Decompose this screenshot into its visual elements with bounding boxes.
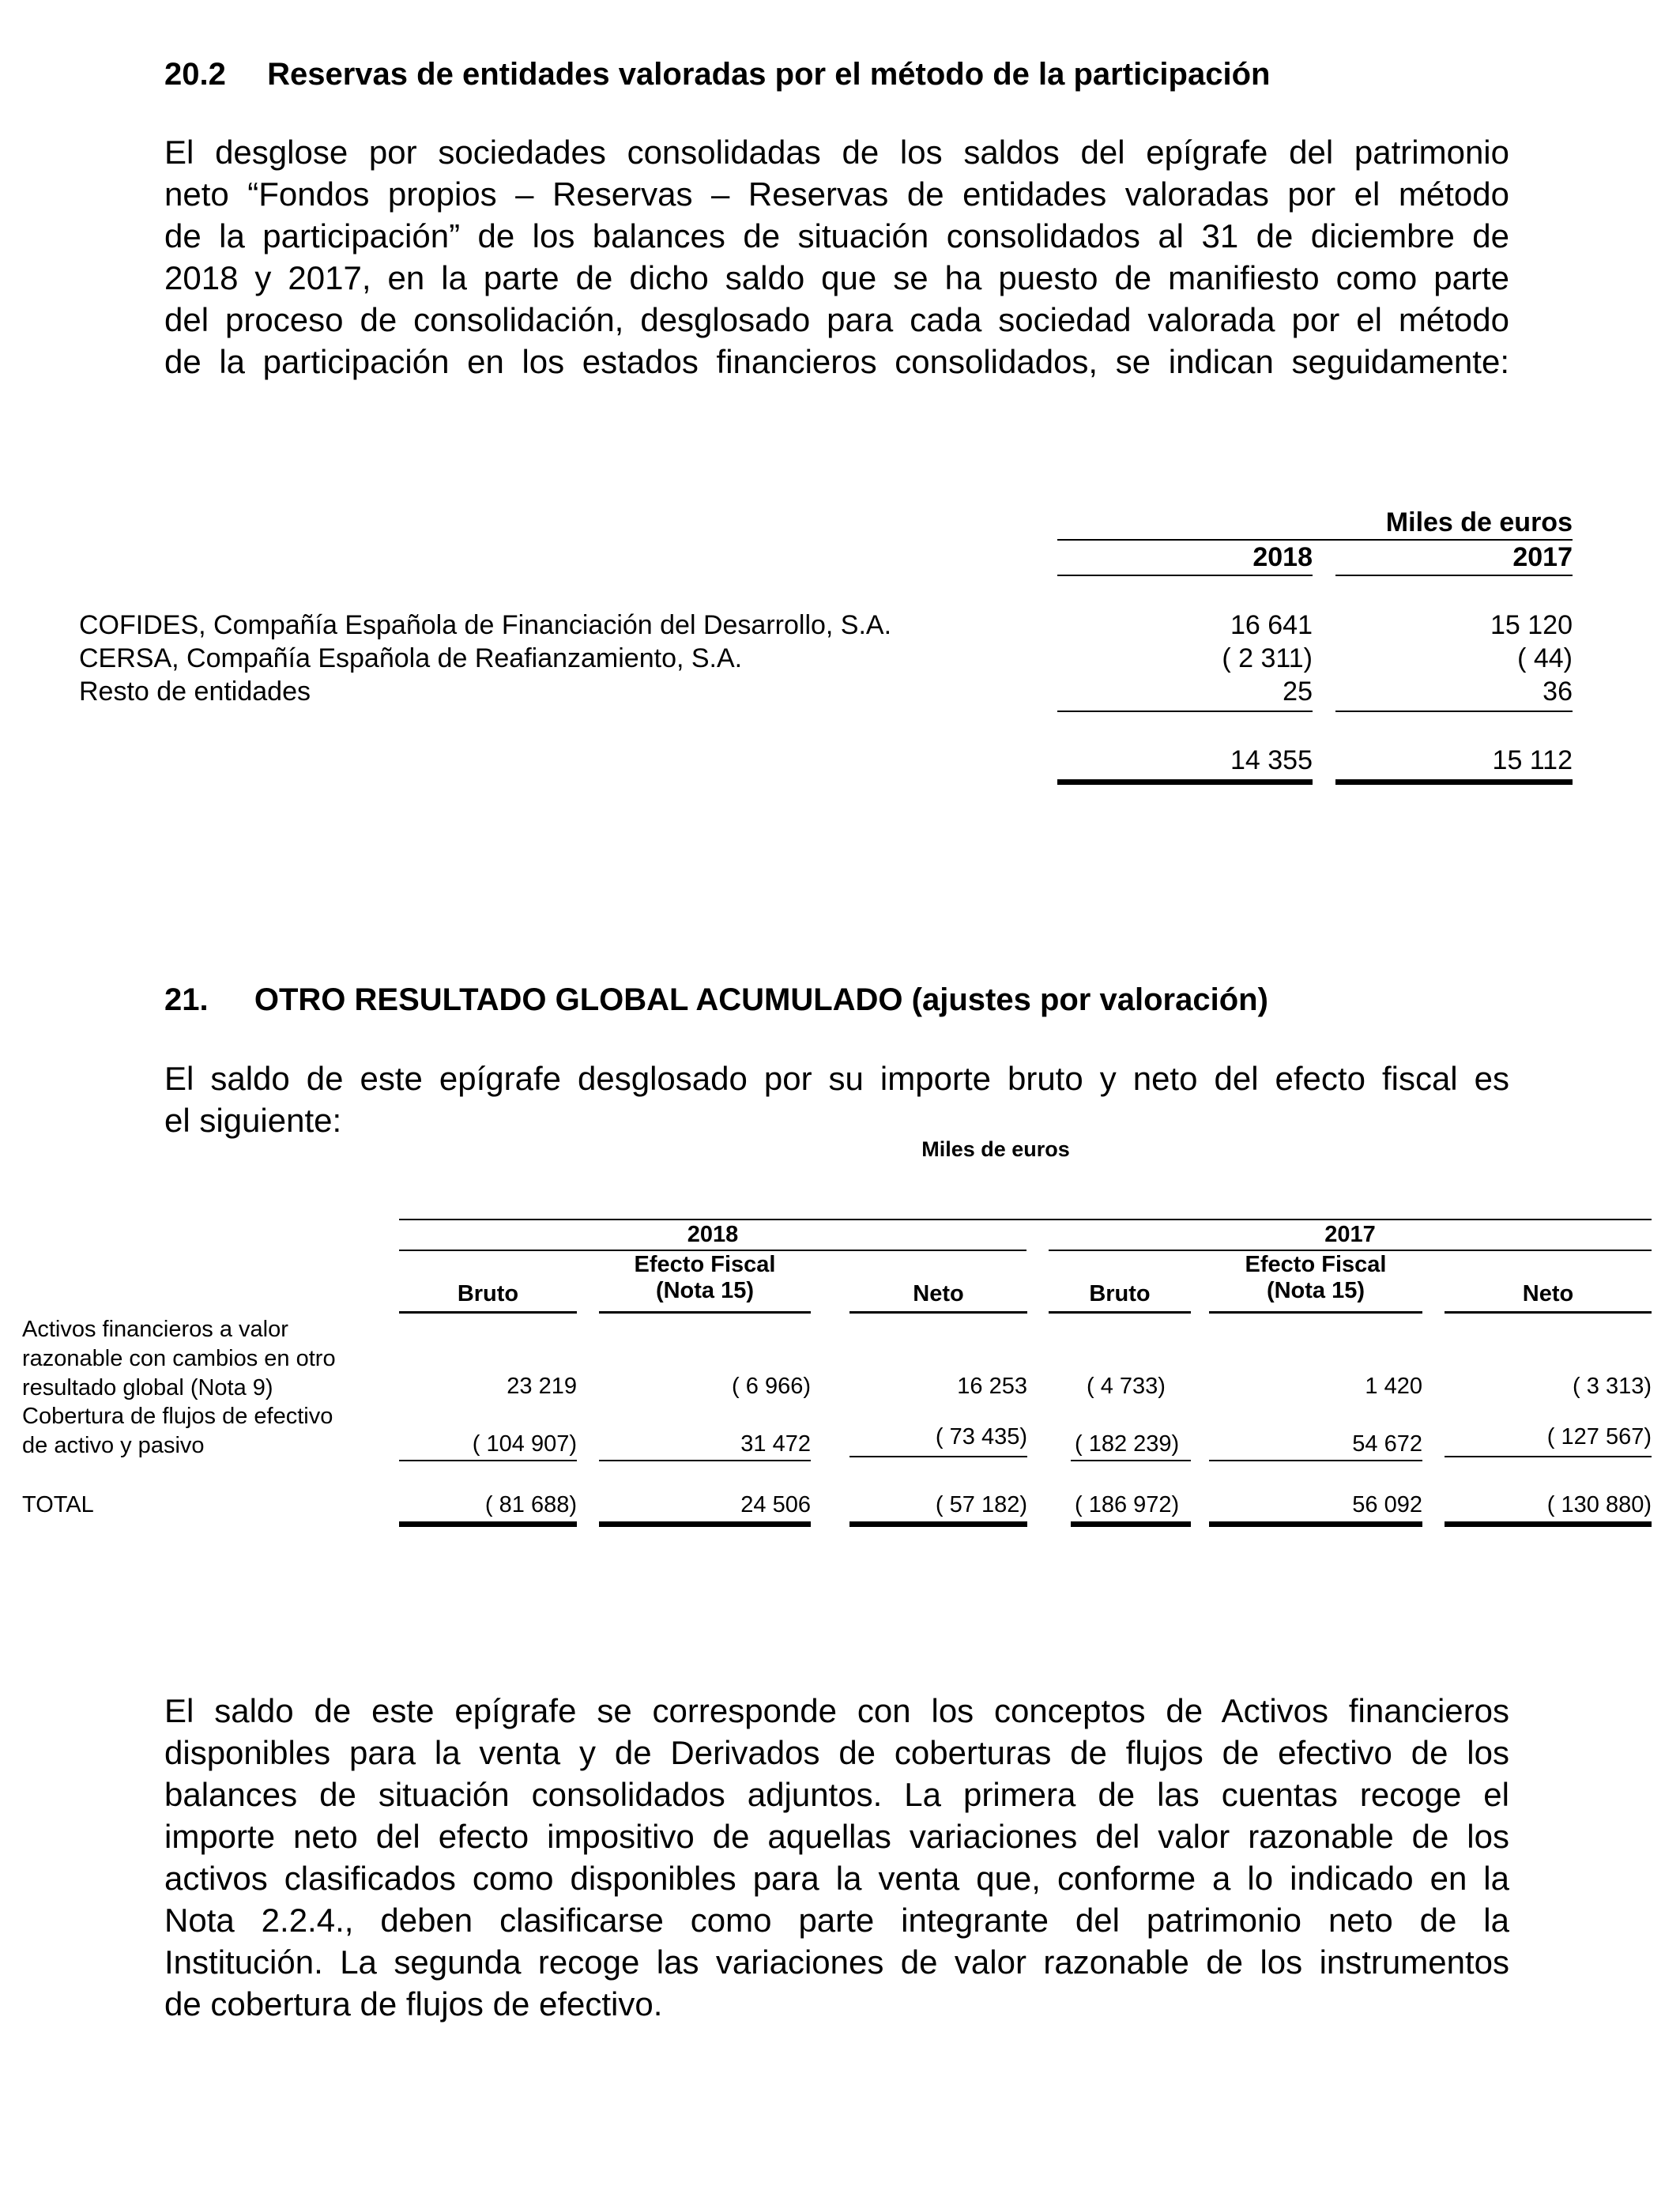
paragraph-line: disponibles para la venta y de Derivados de coberturas de flujos de efectivo de los [164,1734,1509,1771]
heading-number: 20.2 [164,57,226,92]
column-header-2017: 2017 [1512,542,1573,572]
table-row-label: CERSA, Compañía Española de Reafianzamiento, S.A. [79,643,743,673]
section-21-closing-paragraph [164,1690,1509,2025]
subtotal-rule [1445,1456,1652,1457]
table-cell: ( 4 733) [1087,1374,1166,1399]
paragraph-line: activos clasificados como disponibles para la venta que, conforme a lo indicado en la [164,1860,1509,1897]
table-row-label [22,1315,336,1403]
column-header-efecto-line2: (Nota 15) [655,1278,755,1303]
column-underline [399,1311,577,1314]
table-units-label: Miles de euros [921,1137,1070,1161]
row-label-line: Activos financieros a valor [22,1317,288,1342]
table-cell: 1 420 [1365,1374,1422,1399]
table-top-rule [399,1219,1652,1220]
year-rule [1049,1250,1652,1251]
column-underline [1057,575,1313,576]
table-total-cell: ( 81 688) [484,1492,577,1517]
row-label-line: Cobertura de flujos de efectivo [22,1404,333,1429]
paragraph-line: el siguiente: [164,1102,342,1139]
row-label-line: razonable con cambios en otro [22,1346,336,1371]
table-cell: 54 672 [1352,1431,1422,1457]
column-header-neto: Neto [1522,1281,1574,1306]
total-double-rule [399,1521,577,1527]
row-label-line: resultado global (Nota 9) [22,1375,273,1400]
table-cell: 36 [1543,677,1573,707]
table-row-label: COFIDES, Compañía Española de Financiación del Desarrollo, S.A. [79,610,892,640]
column-header-neto: Neto [913,1281,964,1306]
heading-title: OTRO RESULTADO GLOBAL ACUMULADO (ajustes por valoración) [254,982,1268,1017]
subtotal-rule [1071,1460,1191,1461]
column-underline [1445,1311,1652,1314]
section-20-2-heading [164,57,1270,92]
table-header-rule [1057,539,1573,541]
paragraph-line: de cobertura de flujos de efectivo. [164,1985,663,2022]
paragraph-line: importe neto del efecto impositivo de aquellas variaciones del valor razonable de los [164,1818,1509,1855]
column-header-bruto: Bruto [457,1281,519,1306]
table-cell: 23 219 [507,1374,577,1399]
table-cell: ( 73 435) [935,1424,1027,1449]
column-underline [1335,575,1573,576]
table-cell: 31 472 [740,1431,811,1457]
table-cell: ( 3 313) [1573,1374,1652,1399]
paragraph-line: neto “Fondos propios – Reservas – Reservas de entidades valoradas por el método [164,175,1509,213]
year-rule [399,1250,1026,1251]
table-total-cell: 15 112 [1492,745,1573,775]
section-21-intro [164,1057,1509,1141]
table-total-cell: ( 186 972) [1075,1492,1180,1517]
paragraph-line: Institución. La segunda recoge las variaciones de valor razonable de los instrumentos [164,1943,1509,1981]
subtotal-rule [1209,1460,1422,1461]
total-double-rule [599,1521,811,1527]
column-header-efecto-line1: Efecto Fiscal [634,1252,776,1277]
column-header-efecto-line2: (Nota 15) [1266,1278,1365,1303]
paragraph-line: de la participación en los estados financieros consolidados, se indican seguidamente: [164,343,1509,380]
table-cell: 16 641 [1230,610,1313,640]
table-cell: 25 [1283,677,1313,707]
section-20-2-paragraph [164,131,1509,383]
column-header-2018: 2018 [1252,542,1313,572]
section-21-heading [164,982,1268,1018]
table-units-label: Miles de euros [1385,507,1573,537]
heading-title: Reservas de entidades valoradas por el método de la participación [267,57,1271,92]
table-cell: 15 120 [1490,610,1573,640]
column-underline [1209,1311,1422,1314]
row-label-line: de activo y pasivo [22,1433,205,1458]
table-total-cell: 24 506 [740,1492,811,1517]
table-total-cell: 56 092 [1352,1492,1422,1517]
table-cell: 16 253 [957,1374,1027,1399]
column-underline [599,1311,811,1314]
column-underline [1049,1311,1191,1314]
total-label: TOTAL [22,1492,94,1517]
column-header-efecto [1209,1252,1422,1304]
year-header-2017: 2017 [1324,1222,1376,1247]
table-cell: ( 127 567) [1546,1424,1652,1449]
table-row-label: Resto de entidades [79,677,311,707]
subtotal-rule [1335,711,1573,712]
table-cell: ( 6 966) [732,1374,811,1399]
total-double-rule [1335,779,1573,785]
subtotal-rule [399,1460,577,1461]
table-cell: ( 182 239) [1075,1431,1180,1457]
paragraph-line: de la participación” de los balances de situación consolidados al 31 de diciembre de [164,217,1509,254]
table-total-cell: ( 57 182) [935,1492,1027,1517]
total-double-rule [1071,1521,1191,1527]
paragraph-line: El desglose por sociedades consolidadas de los saldos del epígrafe del patrimonio [164,134,1509,171]
table-cell: ( 2 311) [1222,643,1313,673]
column-underline [849,1311,1027,1314]
subtotal-rule [599,1460,811,1461]
column-header-efecto-line1: Efecto Fiscal [1245,1252,1387,1277]
total-double-rule [849,1521,1027,1527]
subtotal-rule [849,1456,1027,1457]
paragraph-line: El saldo de este epígrafe desglosado por su importe bruto y neto del efecto fiscal es [164,1060,1509,1097]
paragraph-line: Nota 2.2.4., deben clasificarse como parte integrante del patrimonio neto de la [164,1902,1509,1939]
table-row-label [22,1402,333,1461]
column-header-bruto: Bruto [1089,1281,1151,1306]
total-double-rule [1209,1521,1422,1527]
paragraph-line: El saldo de este epígrafe se corresponde con los conceptos de Activos financieros [164,1692,1509,1729]
total-double-rule [1057,779,1313,785]
column-header-efecto [599,1252,811,1304]
year-header-2018: 2018 [687,1222,739,1247]
total-double-rule [1445,1521,1652,1527]
table-cell: ( 44) [1517,643,1573,673]
paragraph-line: del proceso de consolidación, desglosado para cada sociedad valorada por el método [164,301,1509,338]
paragraph-line: 2018 y 2017, en la parte de dicho saldo que se ha puesto de manifiesto como parte [164,259,1509,296]
paragraph-line: balances de situación consolidados adjuntos. La primera de las cuentas recoge el [164,1776,1509,1813]
subtotal-rule [1057,711,1313,712]
table-cell: ( 104 907) [472,1431,577,1457]
table-total-cell: 14 355 [1230,745,1313,775]
table-total-cell: ( 130 880) [1546,1492,1652,1517]
heading-number: 21. [164,982,209,1017]
